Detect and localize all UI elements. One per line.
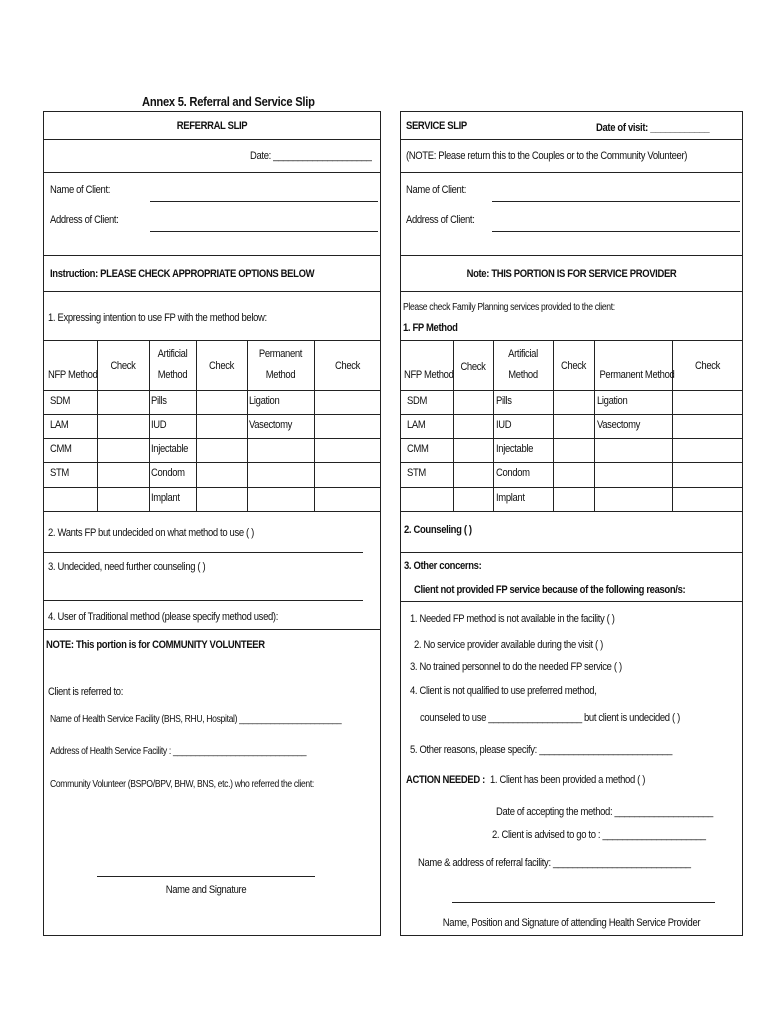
artificial-injectable: Injectable <box>496 443 534 455</box>
please-check-text: Please check Family Planning services provided to the client: <box>403 302 615 313</box>
col-header-check: Check <box>208 360 235 372</box>
artificial-pills: Pills <box>151 395 167 407</box>
nfp-sdm: SDM <box>407 395 427 407</box>
col-header-artificial-2: Method <box>508 369 538 381</box>
referral-facility-field[interactable]: Name & address of referral facility: ____________________________ <box>418 857 691 869</box>
permanent-vasectomy: Vasectomy <box>597 419 640 431</box>
provider-signature-label: Name, Position and Signature of attending Health Service Provider <box>442 917 701 929</box>
client-name-label: Name of Client: <box>50 184 111 196</box>
permanent-ligation: Ligation <box>597 395 628 407</box>
action-needed-label: ACTION NEEDED : <box>406 774 485 786</box>
divider <box>43 600 363 601</box>
nfp-cmm: CMM <box>407 443 429 455</box>
col-header-check: Check <box>334 360 361 372</box>
divider <box>400 172 743 173</box>
reason-2: 2. No service provider available during the visit ( ) <box>414 639 603 651</box>
artificial-iud: IUD <box>151 419 167 431</box>
facility-address-field[interactable]: Address of Health Service Facility : ______________________________ <box>50 746 307 757</box>
artificial-injectable: Injectable <box>151 443 189 455</box>
col-header-check: Check <box>460 361 486 373</box>
divider <box>43 291 381 292</box>
divider <box>43 139 381 140</box>
divider <box>43 172 381 173</box>
reason-1: 1. Needed FP method is not available in the facility ( ) <box>410 613 615 625</box>
provider-note: Note: THIS PORTION IS FOR SERVICE PROVIDER <box>466 268 677 280</box>
service-client-name-field[interactable] <box>492 201 740 202</box>
counseling-label: 2. Counseling ( ) <box>404 524 472 536</box>
signature-line[interactable] <box>97 876 315 877</box>
return-note: (NOTE: Please return this to the Couples or to the Community Volunteer) <box>406 150 688 162</box>
community-volunteer-label: Community Volunteer (BSPO/BPV, BHW, BNS, etc.) who referred the client: <box>50 779 314 790</box>
artificial-iud: IUD <box>496 419 512 431</box>
other-concerns-label: 3. Other concerns: <box>404 560 482 572</box>
client-name-field[interactable] <box>150 201 378 202</box>
referral-slip <box>43 111 381 936</box>
client-address-label: Address of Client: <box>50 214 119 226</box>
reason-4: 4. Client is not qualified to use preferred method, <box>410 685 597 697</box>
col-header-artificial: Artificial <box>508 348 538 360</box>
nfp-cmm: CMM <box>50 443 72 455</box>
permanent-vasectomy: Vasectomy <box>249 419 292 431</box>
divider <box>400 552 743 553</box>
col-header-nfp: NFP Method <box>48 369 98 381</box>
facility-name-field[interactable]: Name of Health Service Facility (BHS, RHU, Hospital) _______________________ <box>50 714 342 725</box>
artificial-implant: Implant <box>151 492 180 504</box>
service-client-address-field[interactable] <box>492 231 740 232</box>
divider <box>43 552 363 553</box>
col-header-permanent: Permanent <box>258 348 303 360</box>
divider <box>400 601 743 602</box>
reason-5[interactable]: 5. Other reasons, please specify: ___________________________ <box>410 744 672 756</box>
item-4-text: 4. User of Traditional method (please specify method used): <box>48 611 279 623</box>
action-2[interactable]: 2. Client is advised to go to : _____________________ <box>492 829 706 841</box>
artificial-pills: Pills <box>496 395 512 407</box>
col-header-check: Check <box>110 360 136 372</box>
nfp-lam: LAM <box>407 419 426 431</box>
col-header-artificial-2: Method <box>157 369 188 381</box>
col-header-check: Check <box>560 360 587 372</box>
divider <box>400 340 743 341</box>
not-provided-label: Client not provided FP service because of the following reason/s: <box>414 584 686 596</box>
referral-date[interactable]: Date: ____________________ <box>250 150 372 162</box>
fp-method-label: 1. FP Method <box>403 322 458 334</box>
accept-date-field[interactable]: Date of accepting the method: ____________________ <box>496 806 713 818</box>
referral-slip-header: REFERRAL SLIP <box>176 120 248 132</box>
col-header-artificial: Artificial <box>157 348 188 360</box>
service-client-address-label: Address of Client: <box>406 214 475 226</box>
referred-to-label: Client is referred to: <box>48 686 123 698</box>
artificial-condom: Condom <box>151 467 185 479</box>
item-3-text: 3. Undecided, need further counseling ( ) <box>48 561 206 573</box>
signature-label: Name and Signature <box>165 884 247 896</box>
nfp-sdm: SDM <box>50 395 70 407</box>
col-header-permanent-2: Method <box>265 369 296 381</box>
divider <box>400 255 743 256</box>
provider-signature-line[interactable] <box>452 902 715 903</box>
nfp-stm: STM <box>407 467 426 479</box>
divider <box>400 291 743 292</box>
action-1: 1. Client has been provided a method ( ) <box>490 774 646 786</box>
volunteer-note: NOTE: This portion is for COMMUNITY VOLUNTEER <box>46 639 265 651</box>
divider <box>43 340 381 341</box>
service-client-name-label: Name of Client: <box>406 184 467 196</box>
divider <box>43 629 381 630</box>
item-2-text: 2. Wants FP but undecided on what method to use ( ) <box>48 527 254 539</box>
artificial-condom: Condom <box>496 467 530 479</box>
client-address-field[interactable] <box>150 231 378 232</box>
col-header-nfp: NFP Method <box>404 369 454 381</box>
permanent-ligation: Ligation <box>249 395 280 407</box>
nfp-lam: LAM <box>50 419 69 431</box>
nfp-stm: STM <box>50 467 69 479</box>
reason-4-detail[interactable]: counseled to use ___________________ but client is undecided ( ) <box>420 712 680 724</box>
artificial-implant: Implant <box>496 492 525 504</box>
item-1-text: 1. Expressing intention to use FP with the method below: <box>48 312 267 324</box>
divider <box>400 139 743 140</box>
col-header-check: Check <box>694 360 721 372</box>
page-title: Annex 5. Referral and Service Slip <box>142 94 315 109</box>
reason-3: 3. No trained personnel to do the needed FP service ( ) <box>410 661 622 673</box>
col-header-permanent: Permanent Method <box>599 369 675 381</box>
instruction: Instruction: PLEASE CHECK APPROPRIATE OPTIONS BELOW <box>50 268 315 280</box>
date-of-visit[interactable]: Date of visit: ____________ <box>596 122 710 134</box>
divider <box>43 255 381 256</box>
service-slip-header: SERVICE SLIP <box>406 120 467 132</box>
